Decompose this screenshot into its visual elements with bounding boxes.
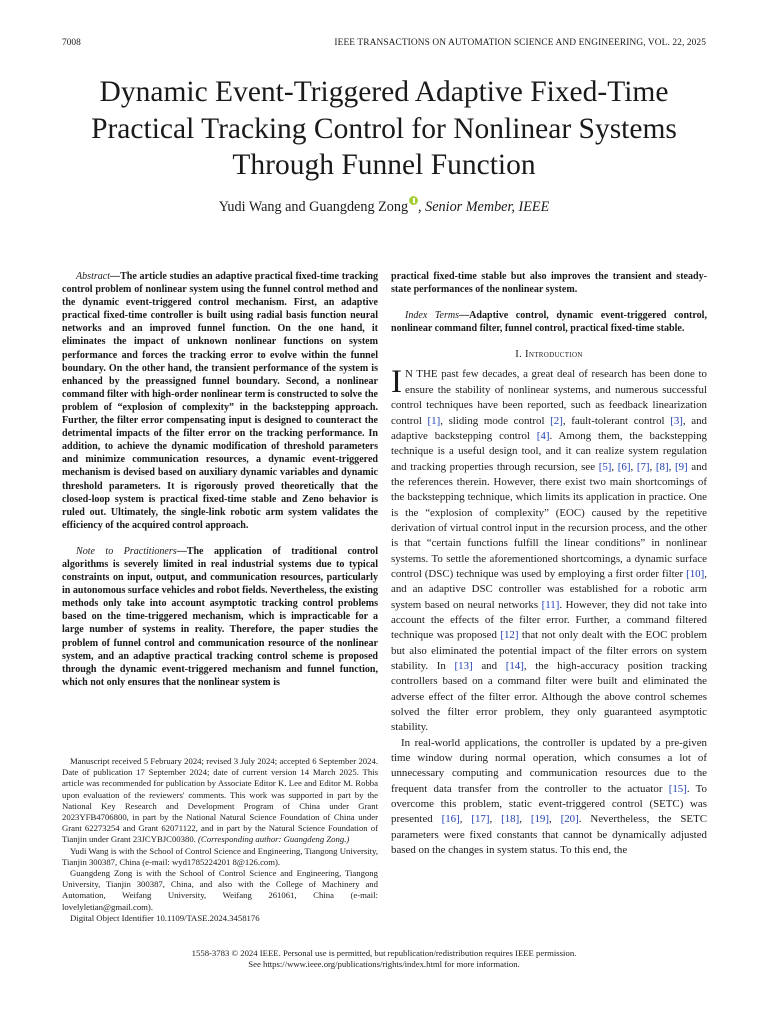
author-names: Yudi Wang and Guangdeng Zong	[218, 199, 409, 215]
practitioners-label: Note to Practitioners	[76, 545, 177, 557]
citation-link[interactable]: [18]	[501, 813, 520, 826]
left-column	[62, 270, 378, 702]
paragraph-text: ,	[630, 460, 637, 473]
citation-link[interactable]: [20]	[560, 813, 579, 826]
section-title-rest: ntroduction	[528, 349, 583, 361]
title-line: Through Funnel Function	[232, 149, 536, 181]
intro-paragraph	[391, 736, 707, 859]
abstract	[62, 270, 378, 532]
index-terms-label: Index Terms	[405, 310, 460, 322]
paragraph-text: . However, they did not take into account the effects of the filter error. Further, a command filtered technique was proposed	[391, 598, 707, 642]
author-affiliation-note: Guangdeng Zong is with the School of Control Science and Engineering, Tiangong University, Tianjin 300387, China, and also with the College of Machinery and Automation, Weifang University, Weifang 261061, China (e-mail: lovelyletian@gmail.com).	[62, 868, 378, 912]
intro-paragraph	[391, 364, 708, 735]
citation-link[interactable]: [7]	[636, 460, 650, 473]
introduction-body	[391, 364, 708, 858]
copyright-line: 1558-3783 © 2024 IEEE. Personal use is permitted, but republication/redistribution requires IEEE permission.	[191, 948, 577, 958]
citation-link[interactable]: [16]	[441, 813, 460, 826]
paragraph-text: . To overcome this problem, static event-triggered control (SETC) was presented	[391, 782, 707, 826]
citation-link[interactable]: [14]	[505, 660, 524, 672]
author-line	[0, 196, 768, 216]
citation-link[interactable]: [4]	[536, 429, 550, 442]
section-numeral: I.	[515, 349, 523, 361]
manuscript-text: Manuscript received 5 February 2024; revised 3 July 2024; accepted 6 September 2024. Date of publication 17 September 2024; date of current version 14 March 2025. This article was recommended for publication by Associate Editor K. Lee and Editor M. Robba upon evaluation of the reviewers' comments. This work was supported in part by the National Key Research and Development Program of China under Grant 2023YFB4706800, in part by the National Natural Science Foundation of China under Grant 62273254 and Grant 62071122, and in part by the Natural Science Foundation of Tianjin under Grant 23JCYBJC00380.	[62, 756, 378, 845]
citation-link[interactable]: [12]	[500, 629, 519, 642]
drop-cap: I	[391, 364, 402, 401]
journal-name: IEEE TRANSACTIONS ON AUTOMATION SCIENCE AND ENGINEERING, VOL. 22, 2025	[334, 38, 706, 48]
citation-link[interactable]: [15]	[668, 782, 687, 795]
practitioners-dash: —	[176, 545, 187, 557]
title-line: Dynamic Event-Triggered Adaptive Fixed-Time	[99, 76, 669, 108]
section-heading-introduction	[391, 348, 707, 361]
index-terms	[391, 309, 707, 335]
corresponding-author-note: (Corresponding author: Guangdeng Zong.)	[198, 834, 350, 845]
footnotes	[62, 756, 378, 924]
citation-link[interactable]: [19]	[530, 813, 550, 826]
doi-note[interactable]: Digital Object Identifier 10.1109/TASE.2024.3458176	[70, 912, 260, 923]
paragraph-text: ,	[611, 460, 618, 473]
abstract-label: Abstract	[76, 271, 111, 282]
author-affiliation-note: Yudi Wang is with the School of Control Science and Engineering, Tiangong University, Tianjin 300387, China (e-mail: wyd1785224201 8@126.com).	[62, 845, 378, 867]
practitioners-text-continued: practical fixed-time stable but also improves the transient and steady-state performances of the nonlinear system.	[391, 271, 707, 296]
abstract-dash: —	[110, 271, 121, 282]
abstract-text: The article studies an adaptive practical fixed-time tracking control problem of nonlinear system using the funnel control method and the dynamic event-triggered control mechanism. First, an adaptive practical fixed-time controller is built using radial basis function neural networks and an improved funnel function. On the one hand, it eliminates the impact of unknown nonlinear functions on system performance and forces the tracking error to evolve within the funnel boundary. On the other hand, the transient performance of the system is enhanced by the preassigned funnel boundary. Second, a nonlinear command filter with high-order nonlinear term is constructed to solve the problem of “explosion of complexity” in the backstepping approach. Further, the filter error compensating input is designed to counteract the detrimental impacts of the filter error on the tracking performance. In addition, to achieve the dynamic modification of threshold parameters and minimize communication resources, a dynamic event-triggered mechanism is devised based on auxiliary dynamic variables and dynamic threshold parameters. It is rigorously proved theoretically that the closed-loop system is practical fixed-time stable and Zeno behavior is ruled out. Ultimately, the single-link robotic arm system validates the efficiency of the acquired control approach.	[62, 271, 378, 531]
citation-link[interactable]: [6]	[617, 460, 631, 473]
paragraph-text: , fault-tolerant control	[562, 414, 671, 427]
paragraph-text: ,	[668, 460, 675, 473]
paragraph-text: , the high-accuracy position tracking controllers based on a command filter were built and eliminated the adverse effect of the filter error. Although the above control schemes solved the filter error problem, they only guaranteed asymptotic stability.	[391, 660, 708, 734]
paragraph-text: that not only dealt with the EOC problem but also eliminated the potential impact of the filter errors on system stability. In	[391, 629, 707, 672]
citation-link[interactable]: [1]	[427, 414, 441, 427]
citation-link[interactable]: [13]	[454, 660, 473, 672]
right-column	[391, 270, 707, 858]
paragraph-text: . Nevertheless, the SETC parameters were fixed constants that cannot be dynamically adjusted based on the changes in system status. To this end, the	[391, 813, 707, 857]
page-number: 7008	[62, 38, 81, 48]
author-membership: , Senior Member, IEEE	[418, 199, 550, 215]
note-to-practitioners	[62, 545, 378, 689]
paragraph-text: . Among them, the backstepping technique is a useful design tool, and it can realize system regulation and tracking properties through recursion, see	[391, 429, 708, 473]
manuscript-note	[62, 756, 378, 846]
paragraph-text: ,	[489, 813, 502, 826]
paragraph-text: N THE past few decades, a great deal of research has been done to ensure the stability of nonlinear systems, and numerous successful control techniques have been reported, such as feedback linearization control	[391, 368, 707, 427]
citation-link[interactable]: [5]	[598, 460, 612, 473]
section-title-initial: I	[525, 349, 529, 361]
paragraph-text: and	[472, 660, 506, 672]
citation-link[interactable]: [2]	[550, 414, 563, 427]
paragraph-text: ,	[459, 813, 472, 826]
running-header	[62, 38, 706, 50]
practitioners-continued	[391, 270, 707, 296]
citation-link[interactable]: [3]	[670, 414, 683, 427]
orcid-icon[interactable]	[409, 196, 418, 205]
copyright-url-line[interactable]: See https://www.ieee.org/publications/rights/index.html for more information.	[248, 959, 520, 970]
index-terms-text: Adaptive control, dynamic event-triggered control, nonlinear command filter, funnel control, practical fixed-time stable.	[391, 310, 707, 335]
paragraph-text: , and adaptive backstepping control	[391, 414, 708, 442]
citation-link[interactable]: [11]	[541, 598, 560, 611]
paragraph-text: In real-world applications, the controller is updated by a pre-given time window during normal operation, which consumes a lot of unnecessary computing and communication resources due to the frequent data transfer from the controller to the actuator	[391, 736, 707, 795]
citation-link[interactable]: [8]	[655, 460, 669, 473]
citation-link[interactable]: [10]	[686, 567, 705, 580]
paragraph-text: ,	[519, 813, 531, 826]
paragraph-text: and the references therein. However, there exist two main shortcomings of the backstepping technique, which limits its application in practice. One is the “explosion of complexity” (EOC) caused by the repetitive derivation of virtual control input in the recursion process, and the other is that “certain functions fulfill the linear conditions” in nonlinear systems. To settle the aforementioned shortcomings, a dynamic surface control (DSC) technique was used by employing a first order filter	[391, 460, 708, 580]
index-terms-dash: —	[459, 310, 470, 322]
practitioners-text: The application of traditional control algorithms is severely limited in real industrial systems due to typical constraints on input, output, and communication resources, particularly in autonomous surface vehicles and robot fields. Nevertheless, the existing methods only take into account asymptotic tracking control problems based on the time-triggered mechanism, which is impracticable for a large number of systems in reality. Therefore, the paper studies the problem of funnel control and communication resource of the nonlinear system, and an adaptive practical tracking control scheme is proposed through the dynamic event-triggered mechanism and funnel function, which not only ensures that the nonlinear system is	[62, 545, 379, 688]
copyright-notice	[0, 948, 768, 970]
paragraph-text: ,	[649, 460, 656, 473]
citation-link[interactable]: [17]	[471, 813, 490, 826]
paragraph-text: ,	[549, 813, 561, 826]
title-line: Practical Tracking Control for Nonlinear Systems	[91, 112, 677, 145]
citation-link[interactable]: [9]	[674, 460, 688, 473]
paragraph-text: , sliding mode control	[440, 414, 551, 427]
paper-title	[40, 74, 728, 184]
paragraph-text: , and an adaptive DSC controller was established for a robotic arm system based on neural networks	[391, 567, 707, 611]
